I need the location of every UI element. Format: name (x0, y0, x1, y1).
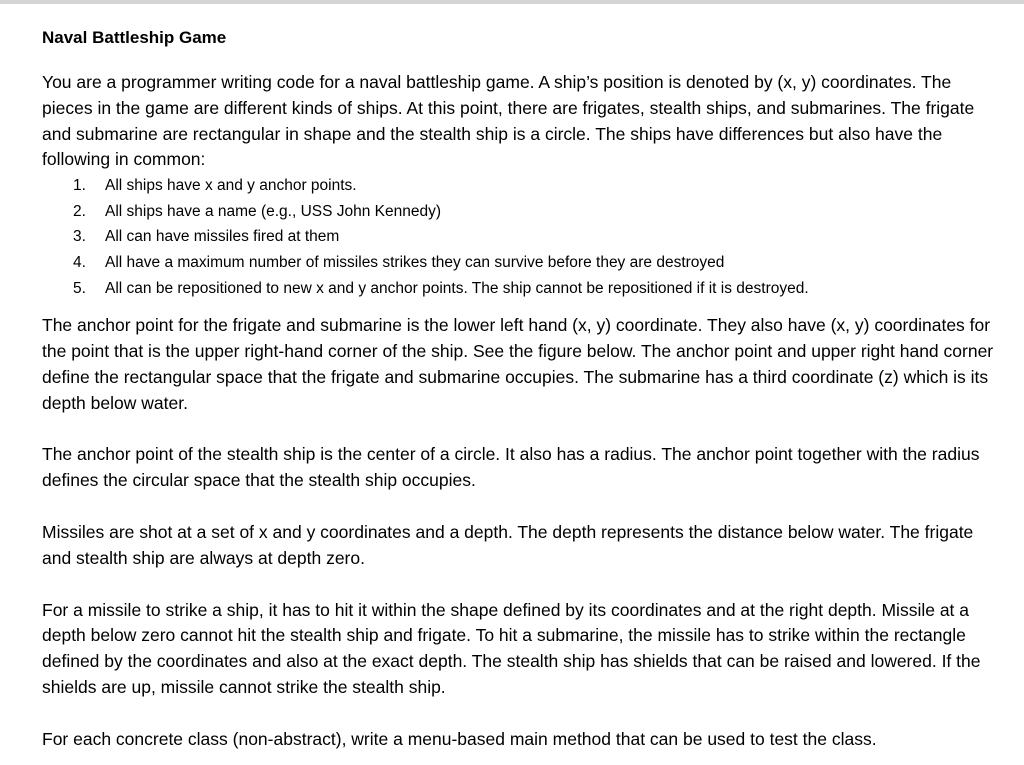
document-title: Naval Battleship Game (42, 28, 227, 47)
list-item-number: 3. (73, 228, 86, 246)
list-item-number: 1. (73, 177, 86, 195)
list-item (42, 276, 1002, 302)
list-item-number: 5. (73, 279, 86, 297)
list-item (42, 250, 1002, 276)
list-item-text: All can be repositioned to new x and y anchor points. The ship cannot be repositioned if it is destroyed. (105, 279, 809, 297)
list-item-number: 4. (73, 253, 86, 271)
list-item (42, 199, 1002, 225)
list-item (42, 173, 1002, 199)
intro-paragraph: You are a programmer writing code for a naval battleship game. A ship’s position is denoted by (x, y) coordinates. The pieces in the game are different kinds of ships. At this point, there are frigates, stealth ships, and submarines. The frigate and submarine are rectangular in shape and the stealth ship is a circle. The ships have differences but also have the following in common: (42, 72, 975, 170)
list-item (42, 224, 1002, 250)
missile-strike-paragraph: For a missile to strike a ship, it has to hit it within the shape defined by its coordinates and at the right depth. Missile at a depth below zero cannot hit the stealth ship and frigate. To hit a submarine, the missile has to strike within the rectangle defined by the coordinates and also at the exact depth. The stealth ship has shields that can be raised and lowered. If the shields are up, missile cannot strike the stealth ship. (42, 599, 981, 697)
common-traits-list (42, 173, 1002, 301)
anchor-rectangle-paragraph: The anchor point for the frigate and submarine is the lower left hand (x, y) coordinate. They also have (x, y) coordinates for the point that is the upper right-hand corner of the ship. See the figure below. The anchor point and upper right hand corner define the rectangular space that the frigate and submarine occupies. The submarine has a third coordinate (z) which is its depth below water. (42, 315, 994, 413)
list-item-number: 2. (73, 202, 86, 220)
list-item-text: All have a maximum number of missiles strikes they can survive before they are destroyed (105, 253, 725, 271)
list-item-text: All ships have a name (e.g., USS John Kennedy) (105, 202, 442, 220)
stealth-ship-paragraph: The anchor point of the stealth ship is the center of a circle. It also has a radius. The anchor point together with the radius defines the circular space that the stealth ship occupies. (42, 444, 980, 491)
page-top-border (0, 0, 1024, 4)
document-page (42, 26, 1002, 753)
missile-depth-paragraph: Missiles are shot at a set of x and y coordinates and a depth. The depth represents the distance below water. The frigate and stealth ship are always at depth zero. (42, 521, 974, 568)
main-method-paragraph: For each concrete class (non-abstract), write a menu-based main method that can be used to test the class. (42, 728, 877, 749)
list-item-text: All ships have x and y anchor points. (105, 177, 357, 195)
list-item-text: All can have missiles fired at them (105, 228, 340, 246)
